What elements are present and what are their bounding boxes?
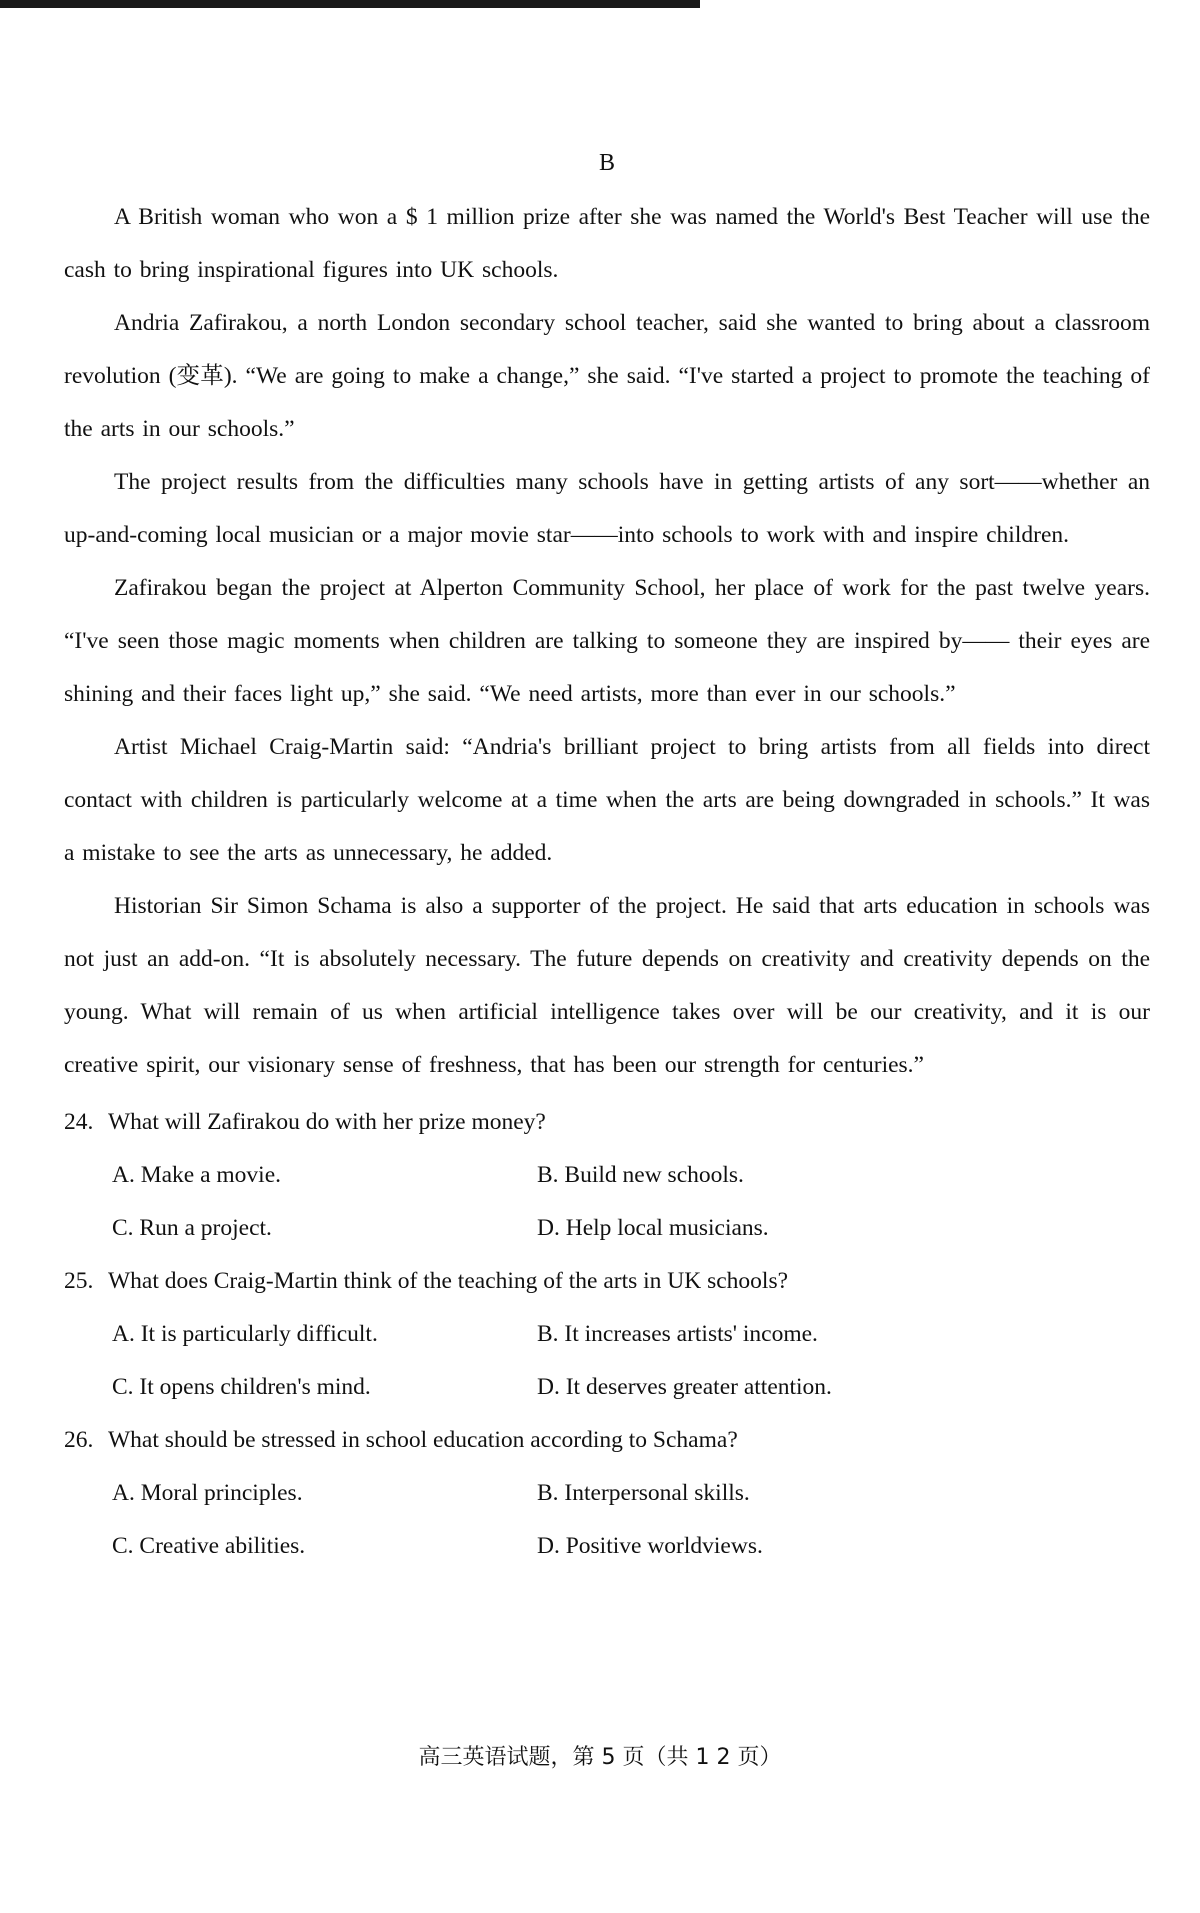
passage-paragraph: The project results from the difficulties many schools have in getting artists of any sort——whether an up-and-coming local musician or a major movie star——into schools to work with and inspire children. [64,469,1150,548]
exam-page [64,150,1150,1573]
option-grid [64,1308,1150,1414]
question-number: 25. [64,1268,94,1294]
question-stem [64,1414,1150,1467]
option-c: C. It opens children's mind. [112,1374,371,1400]
passage-paragraph: Artist Michael Craig-Martin said: “Andria's brilliant project to bring artists from all fields into direct contact with children is particularly welcome at a time when the arts are being downgraded in schools.” It was a mistake to see the arts as unnecessary, he added. [64,734,1150,866]
option-a: A. Moral principles. [112,1480,303,1506]
section-heading: B [598,150,615,176]
question-stem [64,1255,1150,1308]
page-footer: 高三英语试题，第 5 页（共 1 2 页） [418,1745,782,1770]
question-number: 24. [64,1109,94,1135]
question-text: What does Craig-Martin think of the teaching of the arts in UK schools? [108,1268,789,1294]
question-24 [64,1096,1150,1255]
passage-paragraph: Historian Sir Simon Schama is also a supporter of the project. He said that arts education in schools was not just an add-on. “It is absolutely necessary. The future depends on creativity and creativity depends on the young. What will remain of us when artificial intelligence takes over will be our creativity, and it is our creative spirit, our visionary sense of freshness, that has been our strength for centuries.” [64,893,1150,1078]
option-b: B. Build new schools. [537,1162,744,1188]
question-25 [64,1255,1150,1414]
passage-paragraph: A British woman who won a $ 1 million prize after she was named the World's Best Teacher will use the cash to bring inspirational figures into UK schools. [64,204,1150,283]
option-a: A. Make a movie. [112,1162,282,1188]
option-d: D. Help local musicians. [537,1215,769,1241]
passage-paragraph: Andria Zafirakou, a north London secondary school teacher, said she wanted to bring about a classroom revolution (变革). “We are going to make a change,” she said. “I've started a project to promote the teaching of the arts in our schools.” [64,310,1150,442]
question-stem [64,1096,1150,1149]
top-border-rule [0,0,700,8]
option-d: D. Positive worldviews. [537,1533,763,1559]
option-grid [64,1149,1150,1255]
option-c: C. Creative abilities. [112,1533,306,1559]
option-d: D. It deserves greater attention. [537,1374,832,1400]
option-grid [64,1467,1150,1573]
passage-paragraph: Zafirakou began the project at Alperton Community School, her place of work for the past twelve years. “I've seen those magic moments when children are talking to someone they are inspired by—— their eyes are shining and their faces light up,” she said. “We need artists, more than ever in our schools.” [64,575,1150,707]
question-list [64,1096,1150,1573]
question-text: What should be stressed in school education according to Schama? [108,1427,738,1453]
question-number: 26. [64,1427,94,1453]
question-text: What will Zafirakou do with her prize money? [108,1109,546,1135]
option-b: B. It increases artists' income. [537,1321,818,1347]
reading-passage [64,191,1150,1092]
question-26 [64,1414,1150,1573]
option-c: C. Run a project. [112,1215,272,1241]
option-a: A. It is particularly difficult. [112,1321,378,1347]
option-b: B. Interpersonal skills. [537,1480,750,1506]
